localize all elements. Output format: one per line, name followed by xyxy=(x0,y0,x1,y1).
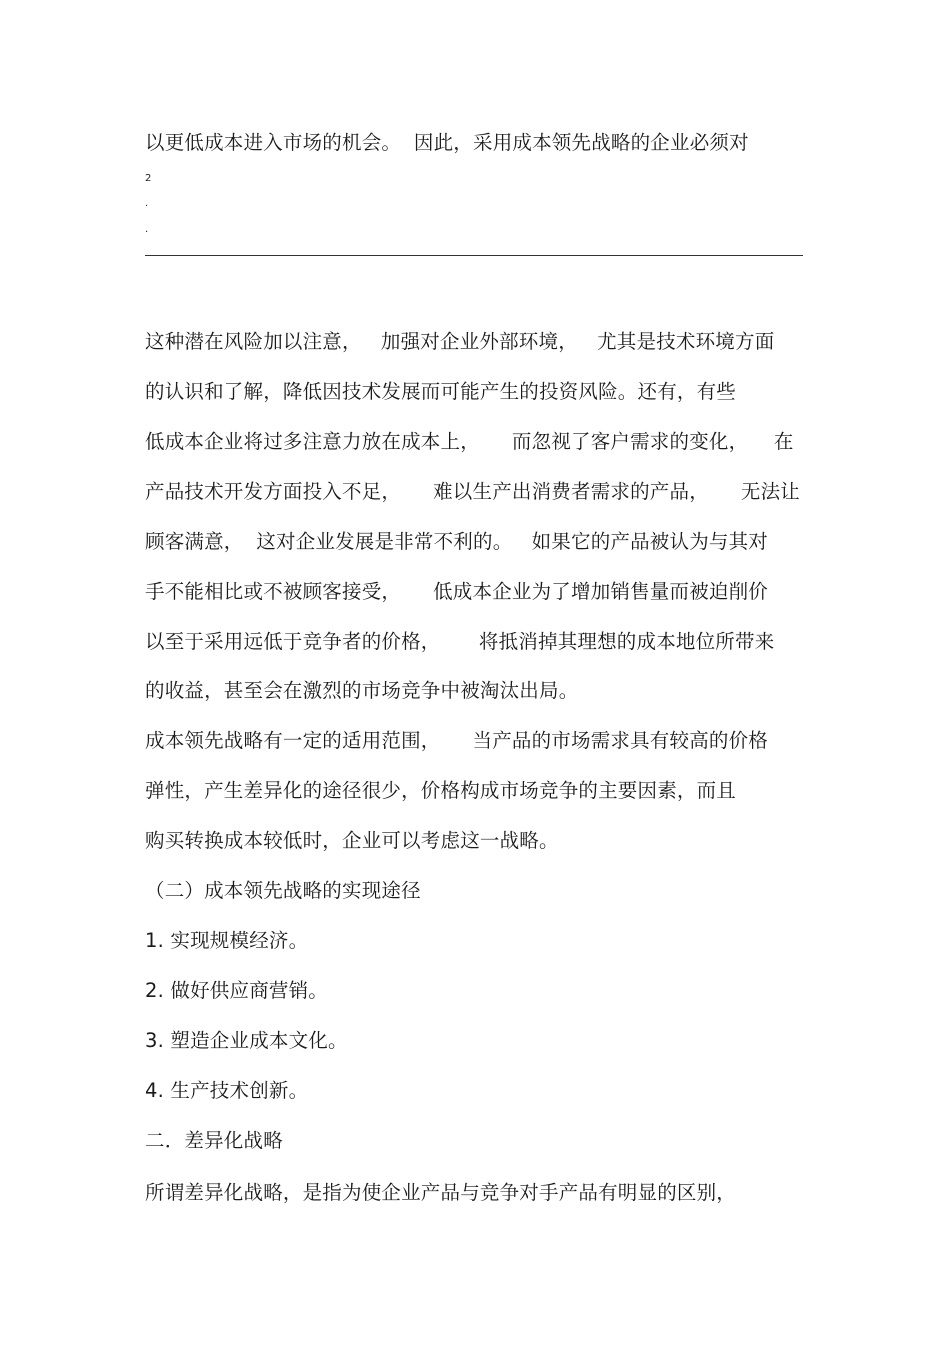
text-line: 购买转换成本较低时，企业可以考虑这一战略。 xyxy=(145,829,559,852)
text-line: 这种潜在风险加以注意， 加强对企业外部环境， 尤其是技术环境方面 xyxy=(145,330,775,353)
page-divider xyxy=(145,255,803,256)
header-dot: . xyxy=(145,224,149,235)
text-line: 的认识和了解，降低因技术发展而可能产生的投资风险。还有，有些 xyxy=(145,380,737,403)
header-dot: . xyxy=(145,198,149,209)
text-line: 弹性，产生差异化的途径很少，价格构成市场竞争的主要因素，而且 xyxy=(145,779,737,802)
text-line: 低成本企业将过多注意力放在成本上， 而忽视了客户需求的变化， 在 xyxy=(145,430,794,453)
list-item: 2. 做好供应商营销。 xyxy=(145,979,329,1002)
text-line: 成本领先战略有一定的适用范围， 当产品的市场需求具有较高的价格 xyxy=(145,729,768,752)
last-paragraph-line: 所谓差异化战略，是指为使企业产品与竞争对手产品有明显的区别， xyxy=(145,1181,737,1204)
text-line: 以至于采用远低于竞争者的价格， 将抵消掉其理想的成本地位所带来 xyxy=(145,630,775,653)
subheading: （二）成本领先战略的实现途径 xyxy=(145,879,421,902)
text-line: 顾客满意， 这对企业发展是非常不利的。 如果它的产品被认为与其对 xyxy=(145,530,768,553)
page-number: 2 xyxy=(145,173,152,184)
list-item: 3. 塑造企业成本文化。 xyxy=(145,1029,348,1052)
text-line: 的收益，甚至会在激烈的市场竞争中被淘汰出局。 xyxy=(145,679,579,702)
previous-page-last-line: 以更低成本进入市场的机会。 因此，采用成本领先战略的企业必须对 xyxy=(145,131,749,154)
list-item: 1. 实现规模经济。 xyxy=(145,929,309,952)
text-line: 手不能相比或不被顾客接受， 低成本企业为了增加销售量而被迫削价 xyxy=(145,580,768,603)
list-item: 4. 生产技术创新。 xyxy=(145,1079,309,1102)
section-heading: 二．差异化战略 xyxy=(145,1129,283,1152)
text-line: 产品技术开发方面投入不足， 难以生产出消费者需求的产品， 无法让 xyxy=(145,480,800,503)
